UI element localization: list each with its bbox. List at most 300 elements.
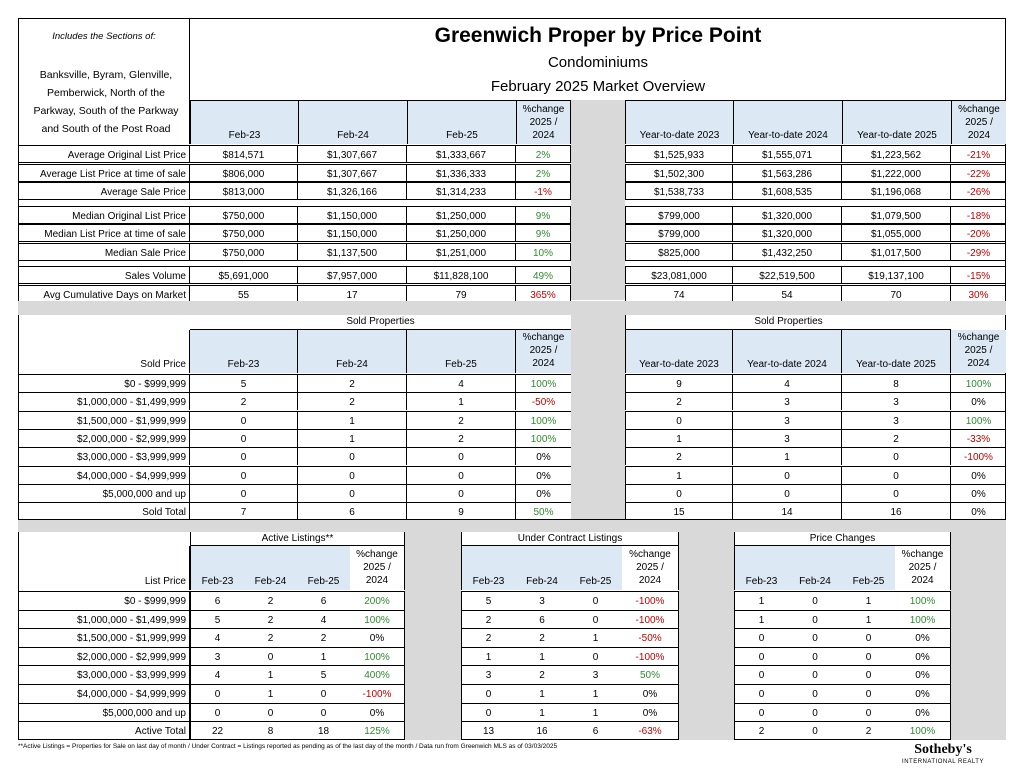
- price-header-change: [895, 546, 951, 590]
- sold-month-header-label: Feb-25: [445, 359, 477, 370]
- ytd-header-label: Year-to-date 2024: [748, 130, 828, 141]
- active-value: 18: [317, 726, 330, 737]
- sold-ytd-value: 3: [893, 416, 899, 427]
- price-value: 1: [865, 596, 872, 607]
- active-value: 2: [320, 633, 327, 644]
- row-label-1: [18, 164, 190, 182]
- price-value: 0: [812, 689, 818, 700]
- contract-change-cell: [622, 665, 679, 684]
- price-change-cell: [895, 610, 951, 629]
- contract-value: 2: [485, 633, 492, 644]
- contract-value-cell: [461, 665, 515, 684]
- sold-ytd-value: 1: [676, 434, 682, 445]
- price-change-cell: [895, 665, 951, 684]
- sold-ytd-cell: [733, 447, 842, 465]
- price-value-cell: [734, 665, 788, 684]
- sold-month-change-cell: [516, 392, 571, 410]
- price-value: 0: [865, 689, 872, 700]
- sold-month-cell: [190, 447, 298, 465]
- ytd-value-cell: [842, 164, 951, 182]
- contract-header-month: [515, 546, 569, 590]
- header-feb-25: [407, 100, 516, 144]
- price-value: 1: [758, 615, 765, 626]
- sold-month-value: 0: [349, 471, 355, 482]
- price-value-cell: [842, 721, 895, 740]
- ytd-value-cell: [625, 266, 733, 284]
- month-value-cell: [407, 266, 516, 284]
- sold-month-value: 0: [240, 416, 247, 427]
- ytd-value: $1,320,000: [761, 229, 813, 240]
- sold-ytd-cell: [733, 429, 842, 447]
- row-label-text: Median Original List Price: [72, 211, 186, 222]
- contract-value-cell: [461, 684, 515, 703]
- active-change-value: 200%: [364, 596, 390, 607]
- sold-ytd-cell: [625, 374, 733, 392]
- sold-row-label: [18, 484, 190, 502]
- active-value: 0: [267, 708, 274, 719]
- contract-value-cell: [461, 703, 515, 722]
- sold-month-change-value: 50%: [533, 507, 554, 518]
- month-value-cell: [190, 206, 298, 224]
- price-value: 1: [758, 596, 765, 607]
- list-row-label-text: $2,000,000 - $2,999,999: [77, 652, 186, 663]
- price-change-cell: [895, 684, 951, 703]
- sold-month-cell: [190, 411, 298, 429]
- active-change-cell: [350, 684, 405, 703]
- footer-note: **Active Listings = Properties for Sale on last day of month / Under Contract = Listings reported as pending as of the last day of the month / Data run from Greenwich MLS as of 03/03/2025: [18, 743, 558, 750]
- month-value: $1,250,000: [435, 211, 487, 222]
- sold-month-change-value: 0%: [536, 489, 551, 500]
- header-ytd-change: [951, 100, 1006, 144]
- month-change-value: 10%: [532, 248, 553, 259]
- price-value: 1: [865, 615, 872, 626]
- price-value: 0: [758, 633, 765, 644]
- sold-month-change-cell: [516, 484, 571, 502]
- month-value: $1,250,000: [435, 229, 487, 240]
- price-value-cell: [842, 703, 895, 722]
- list-row-label: [18, 647, 190, 666]
- month-change-value: 9%: [535, 211, 551, 222]
- contract-value-cell: [569, 684, 622, 703]
- active-month-header-label: Feb-25: [307, 576, 340, 587]
- price-change-value: 0%: [915, 633, 930, 644]
- sold-title-right: [625, 315, 951, 330]
- price-value-cell: [734, 721, 788, 740]
- sold-ytd-value: 2: [893, 434, 899, 445]
- list-row-label: [18, 628, 190, 647]
- active-value: 5: [320, 670, 327, 681]
- price-title: [734, 532, 951, 546]
- ytd-value: $22,519,500: [759, 271, 815, 282]
- sold-row-header: [18, 330, 190, 373]
- active-value: 2: [267, 633, 274, 644]
- row-label-4: [18, 224, 190, 242]
- sold-ytd-value: 3: [893, 397, 899, 408]
- sold-month-change-value: 100%: [530, 416, 557, 427]
- month-change-cell: [516, 164, 571, 182]
- contract-change-value: 0%: [642, 708, 658, 719]
- row-label-0: [18, 145, 190, 163]
- month-value-cell: [190, 224, 298, 242]
- active-value: 6: [214, 596, 221, 607]
- active-value: 0: [320, 708, 327, 719]
- sold-header-month-change: [516, 330, 571, 373]
- month-value-cell: [407, 182, 516, 200]
- sold-row-label-text: $3,000,000 - $3,999,999: [77, 452, 186, 463]
- ytd-value: 70: [890, 290, 902, 301]
- page-title: Greenwich Proper by Price Point: [434, 24, 762, 47]
- sold-month-cell: [407, 502, 516, 520]
- price-title-text: Price Changes: [809, 533, 876, 544]
- contract-change-cell: [622, 591, 679, 610]
- sold-month-value: 1: [349, 416, 355, 427]
- sold-month-cell: [407, 374, 516, 392]
- sold-month-cell: [190, 374, 298, 392]
- sold-title-left: [190, 315, 571, 330]
- change-header-line: %change: [957, 332, 1000, 343]
- sold-month-change-value: -50%: [531, 397, 556, 408]
- list-row-label-text: $1,500,000 - $1,999,999: [77, 633, 186, 644]
- sold-month-cell: [407, 411, 516, 429]
- active-value-cell: [244, 721, 297, 740]
- sold-month-value: 2: [458, 434, 464, 445]
- contract-value-cell: [515, 647, 569, 666]
- price-month-header-label: Feb-23: [745, 576, 778, 587]
- active-value-cell: [190, 703, 244, 722]
- sold-ytd-change-cell: [951, 392, 1006, 410]
- list-row-label: [18, 721, 190, 740]
- price-value: 0: [812, 708, 818, 719]
- sold-ytd-cell: [625, 447, 733, 465]
- contract-value-cell: [569, 610, 622, 629]
- ytd-value: $1,017,500: [870, 248, 922, 259]
- active-value-cell: [297, 591, 350, 610]
- contract-title-text: Under Contract Listings: [517, 533, 623, 544]
- sold-month-value: 2: [349, 397, 355, 408]
- price-value-cell: [734, 628, 788, 647]
- sold-ytd-change-value: 100%: [965, 379, 992, 390]
- sold-ytd-cell: [733, 392, 842, 410]
- sold-month-cell: [407, 484, 516, 502]
- ytd-header-label: Year-to-date 2023: [639, 130, 720, 141]
- sold-month-value: 1: [349, 434, 355, 445]
- sold-month-value: 0: [349, 452, 355, 463]
- price-change-cell: [895, 647, 951, 666]
- sold-row-label-text: $4,000,000 - $4,999,999: [77, 471, 186, 482]
- month-value-cell: [407, 206, 516, 224]
- ytd-value-cell: [733, 145, 842, 163]
- month-value: $814,571: [222, 150, 265, 161]
- sold-ytd-value: 1: [676, 471, 682, 482]
- ytd-value-cell: [733, 164, 842, 182]
- contract-value: 16: [536, 726, 548, 737]
- active-value-cell: [244, 703, 297, 722]
- ytd-value: $1,555,071: [761, 150, 813, 161]
- sold-ytd-value: 0: [784, 471, 790, 482]
- sold-ytd-value: 3: [784, 416, 790, 427]
- sold-header-month: [298, 330, 407, 373]
- sold-ytd-cell: [842, 484, 951, 502]
- sold-ytd-cell: [842, 466, 951, 484]
- list-row-label: [18, 610, 190, 629]
- active-value-cell: [297, 665, 350, 684]
- ytd-header-label: Year-to-date 2025: [857, 130, 937, 141]
- contract-change-cell: [622, 684, 679, 703]
- list-row-label-text: Active Total: [135, 726, 186, 737]
- sold-row-label: [18, 411, 190, 429]
- change-header-line: 2025 /: [965, 117, 993, 128]
- price-change-value: 0%: [915, 689, 930, 700]
- month-value-cell: [190, 145, 298, 163]
- gray-divider-column-sold: [571, 315, 625, 520]
- sold-month-change-cell: [516, 466, 571, 484]
- sold-month-change-value: 0%: [536, 452, 551, 463]
- sold-ytd-cell: [625, 411, 733, 429]
- list-price-header-text: List Price: [144, 576, 186, 587]
- header-feb-24: [298, 100, 407, 144]
- contract-value: 0: [485, 708, 492, 719]
- sold-ytd-change-value: 0%: [971, 507, 986, 518]
- change-header-line: 2025 /: [363, 562, 391, 573]
- month-value: 55: [237, 290, 250, 301]
- price-value: 0: [812, 726, 818, 737]
- sold-month-cell: [298, 502, 407, 520]
- price-value-cell: [734, 647, 788, 666]
- row-label-text: Median Sale Price: [104, 248, 186, 259]
- price-change-value: 100%: [909, 615, 936, 626]
- sold-ytd-change-value: 0%: [971, 397, 986, 408]
- active-value: 5: [214, 615, 221, 626]
- active-change-value: 100%: [364, 652, 390, 663]
- active-change-cell: [350, 591, 405, 610]
- sold-month-value: 5: [240, 379, 247, 390]
- ytd-value-cell: [842, 266, 951, 284]
- active-value-cell: [297, 703, 350, 722]
- sold-month-cell: [190, 429, 298, 447]
- price-value: 0: [812, 652, 818, 663]
- ytd-change-value: -26%: [966, 187, 991, 198]
- ytd-value-cell: [733, 182, 842, 200]
- sold-row-label-text: $0 - $999,999: [124, 379, 186, 390]
- price-value-cell: [842, 684, 895, 703]
- price-value: 0: [758, 708, 765, 719]
- month-value: $5,691,000: [218, 271, 269, 282]
- ytd-change-value: -18%: [966, 211, 991, 222]
- sold-month-cell: [298, 429, 407, 447]
- sold-month-cell: [190, 502, 298, 520]
- change-header-line: %change: [522, 104, 565, 115]
- header-ytd-2024: [733, 100, 842, 144]
- sold-ytd-change-cell: [951, 502, 1006, 520]
- sold-month-header-label: Feb-24: [336, 359, 368, 370]
- ytd-change-value: -21%: [966, 150, 991, 161]
- sold-ytd-value: 4: [784, 379, 790, 390]
- active-change-value: 125%: [364, 726, 390, 737]
- sold-row-label-text: $1,000,000 - $1,499,999: [77, 397, 186, 408]
- ytd-value: $1,320,000: [761, 211, 813, 222]
- month-value: $750,000: [222, 211, 265, 222]
- sold-ytd-change-value: 0%: [971, 489, 986, 500]
- list-row-label-text: $3,000,000 - $3,999,999: [77, 670, 186, 681]
- month-value: $7,957,000: [326, 271, 378, 282]
- page-subtitle-period: February 2025 Market Overview: [490, 78, 706, 95]
- price-value: 0: [758, 670, 765, 681]
- ytd-change-value: -22%: [966, 169, 991, 180]
- active-value: 6: [320, 596, 327, 607]
- sold-ytd-header-label: Year-to-date 2024: [747, 359, 827, 370]
- price-value-cell: [788, 721, 842, 740]
- sold-ytd-change-cell: [951, 447, 1006, 465]
- active-header-month: [190, 546, 244, 590]
- sold-month-cell: [298, 392, 407, 410]
- sold-month-value: 0: [458, 471, 464, 482]
- month-value-cell: [407, 243, 516, 261]
- month-value-cell: [298, 224, 407, 242]
- month-change-value: 365%: [530, 290, 556, 301]
- contract-value-cell: [461, 721, 515, 740]
- contract-value: 1: [539, 708, 545, 719]
- sold-month-value: 2: [458, 416, 464, 427]
- contract-change-cell: [622, 610, 679, 629]
- active-change-value: -100%: [362, 689, 392, 700]
- sold-ytd-cell: [733, 374, 842, 392]
- sold-month-change-cell: [516, 374, 571, 392]
- sold-ytd-value: 3: [784, 397, 790, 408]
- price-value: 0: [812, 633, 818, 644]
- ytd-value-cell: [625, 145, 733, 163]
- contract-value-cell: [569, 628, 622, 647]
- active-change-value: 100%: [364, 615, 390, 626]
- sold-month-value: 0: [240, 452, 247, 463]
- change-header-line: 2024: [532, 358, 555, 369]
- price-value-cell: [788, 610, 842, 629]
- sold-ytd-change-cell: [951, 466, 1006, 484]
- sold-ytd-value: 0: [676, 489, 682, 500]
- sold-ytd-value: 1: [784, 452, 790, 463]
- contract-value: 0: [592, 615, 599, 626]
- active-month-header-label: Feb-24: [254, 576, 287, 587]
- sold-ytd-cell: [625, 484, 733, 502]
- sold-ytd-cell: [733, 411, 842, 429]
- active-month-header-label: Feb-23: [201, 576, 234, 587]
- sold-month-cell: [298, 484, 407, 502]
- sold-month-change-value: 100%: [530, 434, 557, 445]
- sold-ytd-cell: [733, 466, 842, 484]
- ytd-change-cell: [951, 266, 1006, 284]
- sold-ytd-value: 16: [890, 507, 902, 518]
- active-value-cell: [297, 647, 350, 666]
- price-value-cell: [788, 647, 842, 666]
- change-header-line: 2025 /: [529, 117, 558, 128]
- active-value-cell: [190, 610, 244, 629]
- month-change-cell: [516, 145, 571, 163]
- month-header-label: Feb-23: [228, 130, 261, 141]
- price-change-cell: [895, 628, 951, 647]
- sold-header-ytd: [842, 330, 951, 373]
- logo-sub-text: INTERNATIONAL REALTY: [902, 759, 984, 765]
- sold-month-cell: [190, 392, 298, 410]
- month-value: $1,307,667: [326, 150, 378, 161]
- active-title-text: Active Listings**: [261, 533, 334, 544]
- sold-row-label: [18, 392, 190, 410]
- change-header-line: 2025 /: [529, 345, 558, 356]
- month-value: 17: [346, 290, 358, 301]
- sold-ytd-change-cell: [951, 484, 1006, 502]
- active-value-cell: [297, 610, 350, 629]
- list-row-label: [18, 665, 190, 684]
- page-subtitle-type: Condominiums: [547, 54, 649, 71]
- sold-ytd-value: 0: [893, 452, 899, 463]
- price-value: 0: [865, 633, 872, 644]
- month-value-cell: [190, 243, 298, 261]
- price-value-cell: [788, 703, 842, 722]
- price-value-cell: [734, 703, 788, 722]
- gray-gap-3: [951, 532, 1006, 740]
- month-value: 79: [455, 290, 467, 301]
- price-month-header-label: Feb-24: [799, 576, 831, 587]
- active-header-month: [244, 546, 297, 590]
- sold-ytd-change-value: -33%: [966, 434, 991, 445]
- month-change-value: 49%: [532, 271, 553, 282]
- contract-value-cell: [515, 628, 569, 647]
- change-header-line: 2024: [911, 575, 934, 586]
- sold-month-cell: [407, 447, 516, 465]
- sold-row-label: [18, 502, 190, 520]
- ytd-value-cell: [842, 145, 951, 163]
- contract-value: 2: [539, 633, 545, 644]
- active-change-value: 0%: [369, 633, 385, 644]
- ytd-value-cell: [625, 243, 733, 261]
- price-value: 0: [865, 708, 872, 719]
- sold-row-label-text: $2,000,000 - $2,999,999: [77, 434, 186, 445]
- sold-month-change-value: 0%: [536, 471, 551, 482]
- sold-ytd-cell: [733, 502, 842, 520]
- sold-ytd-change-cell: [951, 411, 1006, 429]
- active-value-cell: [297, 628, 350, 647]
- ytd-value-cell: [625, 206, 733, 224]
- change-header-line: 2025 /: [964, 345, 993, 356]
- sold-month-value: 2: [240, 397, 247, 408]
- contract-change-value: 50%: [639, 670, 660, 681]
- month-value: $1,307,667: [326, 169, 378, 180]
- ytd-value-cell: [842, 243, 951, 261]
- contract-value-cell: [515, 665, 569, 684]
- active-value: 8: [267, 726, 274, 737]
- sold-row-label: [18, 429, 190, 447]
- ytd-change-cell: [951, 224, 1006, 242]
- contract-value-cell: [461, 647, 515, 666]
- month-value: $813,000: [222, 187, 265, 198]
- contract-value: 0: [485, 689, 492, 700]
- ytd-value: $1,432,250: [761, 248, 813, 259]
- active-value-cell: [190, 721, 244, 740]
- contract-value-cell: [461, 610, 515, 629]
- change-header-line: %change: [356, 549, 398, 560]
- sold-ytd-change-cell: [951, 374, 1006, 392]
- contract-value: 1: [539, 652, 545, 663]
- sold-ytd-cell: [842, 447, 951, 465]
- change-header-line: 2024: [638, 575, 662, 586]
- month-value-cell: [190, 182, 298, 200]
- sold-month-change-cell: [516, 502, 571, 520]
- sold-ytd-value: 0: [676, 416, 682, 427]
- ytd-change-cell: [951, 243, 1006, 261]
- sold-header-ytd: [625, 330, 733, 373]
- sold-header-month: [407, 330, 516, 373]
- active-value-cell: [244, 684, 297, 703]
- contract-value-cell: [569, 591, 622, 610]
- row-label-text: Avg Cumulative Days on Market: [43, 290, 186, 301]
